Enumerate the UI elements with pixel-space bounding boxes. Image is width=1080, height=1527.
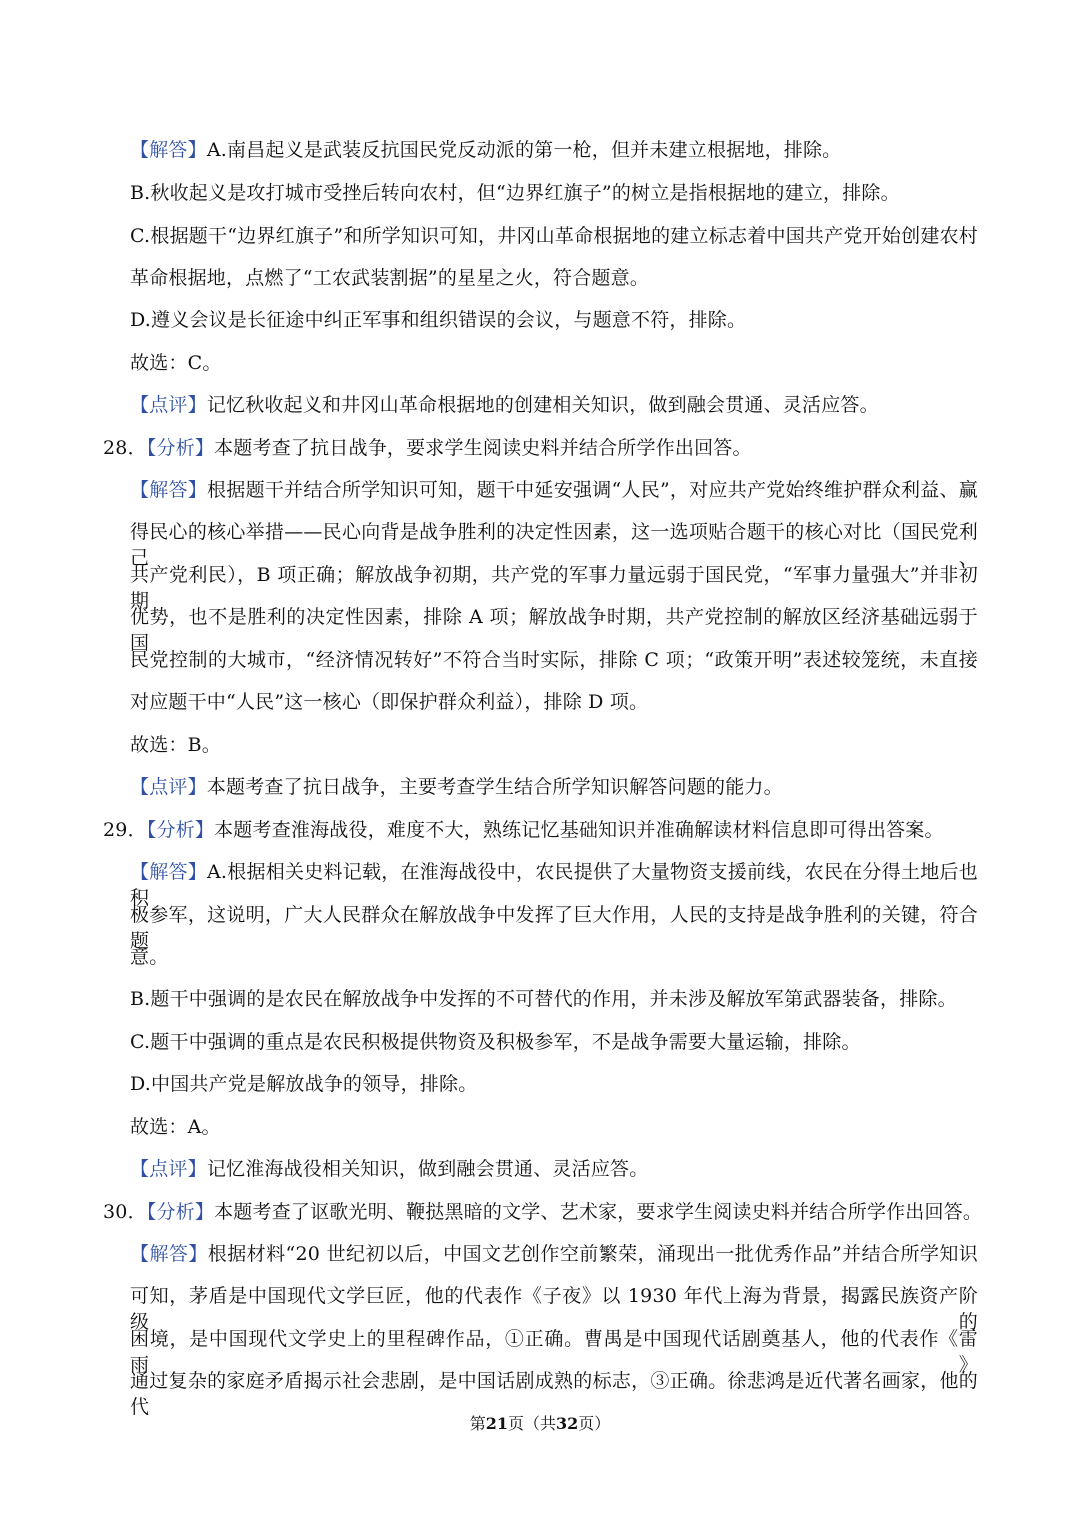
choice-result: 故选：C。 bbox=[130, 352, 222, 374]
footer-suffix: 页） bbox=[578, 1414, 611, 1433]
comment-line bbox=[130, 774, 783, 800]
choice-result: 故选：B。 bbox=[130, 734, 221, 756]
option-b-text: B.题干中强调的是农民在解放战争中发挥的不可替代的作用，并未涉及解放军第武器装备，排除。 bbox=[130, 988, 957, 1010]
answer-line bbox=[130, 477, 978, 503]
comment-line bbox=[130, 1156, 648, 1182]
comment-text: 记忆秋收起义和井冈山革命根据地的创建相关知识，做到融会贯通、灵活应答。 bbox=[206, 394, 879, 416]
comment-tag: 【点评】 bbox=[130, 394, 207, 416]
text-line bbox=[130, 944, 168, 970]
answer-text: 根据材料“20 世纪初以后，中国文艺创作空前繁荣，涌现出一批优秀作品”并结合所学知识 bbox=[207, 1243, 979, 1265]
text-line bbox=[130, 689, 648, 715]
option-c-continued: 革命根据地，点燃了“工农武装割据”的星星之火，符合题意。 bbox=[130, 267, 650, 289]
text-line bbox=[130, 223, 978, 249]
answer-line bbox=[130, 1241, 978, 1267]
analysis-text: 本题考查淮海战役，难度不大，熟练记忆基础知识并准确解读材料信息即可得出答案。 bbox=[214, 819, 944, 841]
answer-continued: 困境，是中国现代文学史上的里程碑作品，①正确。曹禺是中国现代话剧奠基人，他的代表作《雷雨》 bbox=[130, 1328, 978, 1376]
analysis-text: 本题考查了抗日战争，要求学生阅读史料并结合所学作出回答。 bbox=[214, 437, 752, 459]
comment-text: 本题考查了抗日战争，主要考查学生结合所学知识解答问题的能力。 bbox=[206, 776, 783, 798]
answer-continued: 民党控制的大城市，“经济情况转好”不符合当时实际，排除 C 项；“政策开明”表述较笼统，未直接 bbox=[130, 649, 978, 671]
answer-continued: 得民心的核心举措——民心向背是战争胜利的决定性因素，这一选项贴合题干的核心对比（国民党利己、 bbox=[130, 521, 978, 569]
footer-prefix: 第 bbox=[469, 1414, 486, 1433]
analysis-tag: 【分析】 bbox=[146, 819, 215, 841]
answer-tag: 【解答】 bbox=[130, 479, 208, 501]
text-line bbox=[130, 732, 221, 758]
footer-page-number: 21 bbox=[485, 1414, 508, 1433]
footer-middle: 页（共 bbox=[507, 1414, 556, 1433]
analysis-line bbox=[103, 435, 752, 461]
footer-total-pages: 32 bbox=[556, 1414, 579, 1433]
question-number: 30． bbox=[103, 1201, 147, 1223]
answer-text: A.根据相关史料记载，在淮海战役中，农民提供了大量物资支援前线，农民在分得土地后也积 bbox=[130, 861, 978, 909]
option-d-text: D.遵义会议是长征途中纠正军事和组织错误的会议，与题意不符，排除。 bbox=[130, 309, 747, 331]
page-footer bbox=[0, 1413, 1080, 1435]
comment-tag: 【点评】 bbox=[130, 1158, 207, 1180]
comment-line bbox=[130, 392, 879, 418]
comment-text: 记忆淮海战役相关知识，做到融会贯通、灵活应答。 bbox=[206, 1158, 649, 1180]
answer-continued: 意。 bbox=[130, 946, 169, 968]
analysis-tag: 【分析】 bbox=[146, 437, 215, 459]
text-line bbox=[130, 1029, 861, 1055]
text-line bbox=[130, 180, 900, 206]
answer-continued: 可知，茅盾是中国现代文学巨匠，他的代表作《子夜》以 1930 年代上海为背景，揭露民族资产阶级的 bbox=[130, 1285, 978, 1333]
comment-tag: 【点评】 bbox=[130, 776, 207, 798]
answer-line bbox=[130, 137, 841, 163]
text-line bbox=[130, 1114, 221, 1140]
text-line bbox=[130, 902, 978, 954]
answer-continued: 极参军，这说明，广大人民群众在解放战争中发挥了巨大作用，人民的支持是战争胜利的关键，符合题 bbox=[130, 904, 978, 952]
analysis-line bbox=[103, 817, 944, 843]
answer-tag: 【解答】 bbox=[130, 1243, 208, 1265]
text-line bbox=[130, 647, 978, 673]
text-line bbox=[130, 265, 649, 291]
analysis-tag: 【分析】 bbox=[146, 1201, 215, 1223]
choice-result: 故选：A。 bbox=[130, 1116, 221, 1138]
answer-text: A.南昌起义是武装反抗国民党反动派的第一枪，但并未建立根据地，排除。 bbox=[206, 139, 842, 161]
text-line bbox=[130, 986, 957, 1012]
question-number: 29． bbox=[103, 819, 147, 841]
answer-tag: 【解答】 bbox=[130, 139, 207, 161]
answer-text: 根据题干并结合所学知识可知，题干中延安强调“人民”，对应共产党始终维护群众利益、赢 bbox=[207, 479, 978, 501]
question-number: 28． bbox=[103, 437, 147, 459]
answer-continued: 共产党利民），B 项正确；解放战争初期，共产党的军事力量远弱于国民党，“军事力量强大”并非初期 bbox=[130, 564, 978, 612]
answer-tag: 【解答】 bbox=[130, 861, 208, 883]
answer-continued: 通过复杂的家庭矛盾揭示社会悲剧，是中国话剧成熟的标志，③正确。徐悲鸿是近代著名画家，他的代 bbox=[130, 1370, 978, 1418]
option-c-text: C.题干中强调的重点是农民积极提供物资及积极参军，不是战争需要大量运输，排除。 bbox=[130, 1031, 861, 1053]
answer-continued: 优势，也不是胜利的决定性因素，排除 A 项；解放战争时期，共产党控制的解放区经济基础远弱于国 bbox=[130, 606, 978, 654]
analysis-line bbox=[103, 1199, 982, 1225]
option-d-text: D.中国共产党是解放战争的领导，排除。 bbox=[130, 1073, 478, 1095]
option-c-text: C.根据题干“边界红旗子”和所学知识可知，井冈山革命根据地的建立标志着中国共产党开始创建农村 bbox=[130, 225, 978, 247]
option-b-text: B.秋收起义是攻打城市受挫后转向农村，但“边界红旗子”的树立是指根据地的建立，排除。 bbox=[130, 182, 900, 204]
text-line bbox=[130, 1071, 477, 1097]
text-line bbox=[130, 307, 746, 333]
answer-continued: 对应题干中“人民”这一核心（即保护群众利益），排除 D 项。 bbox=[130, 691, 649, 713]
text-line bbox=[130, 350, 222, 376]
analysis-text: 本题考查了讴歌光明、鞭挞黑暗的文学、艺术家，要求学生阅读史料并结合所学作出回答。 bbox=[214, 1201, 983, 1223]
